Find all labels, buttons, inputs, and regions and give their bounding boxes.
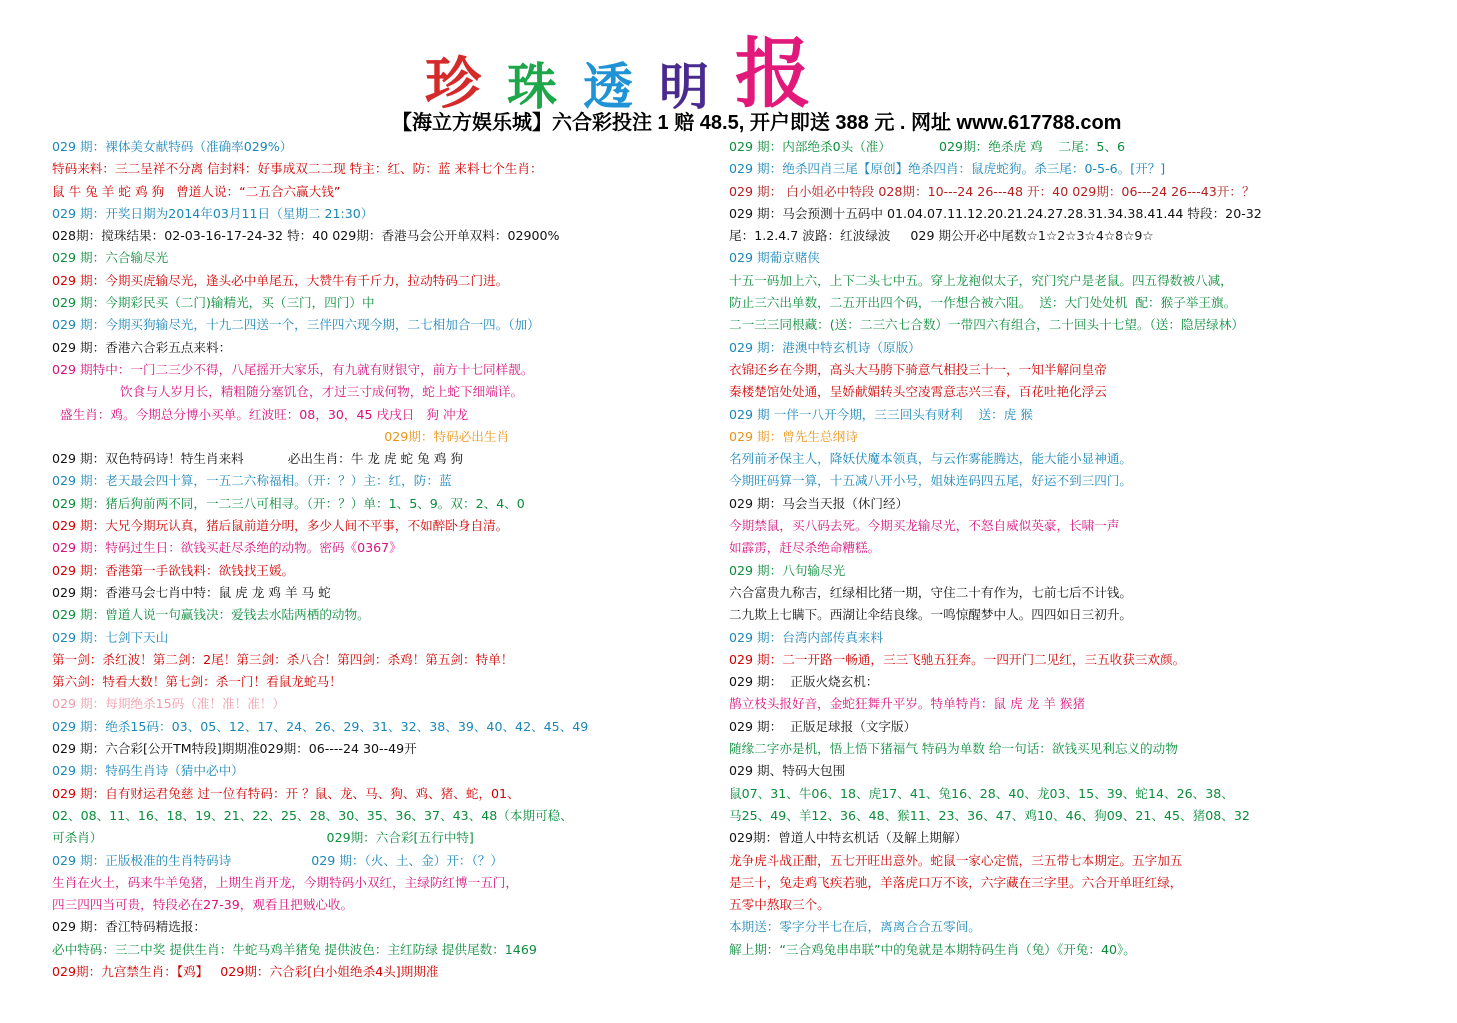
text-line: 029 期：猪后狗前两不同，一二三八可相寻。（开：？）单：1、5、9。双：2、4、0 <box>52 495 525 511</box>
text-line: 解上期：“三合鸡兔串串联”中的兔就是本期特码生肖（兔）《开兔：40》。 <box>729 941 1136 957</box>
page-title <box>425 29 811 118</box>
text-line: 029 期：香江特码精选报： <box>52 919 206 935</box>
text-line: 防止三六出单数，二五开出四个码，一作想合被六阻。 送：大门处处机 配：猴子举王旗。 <box>729 295 1237 311</box>
text-line: 生肖在火土，码来牛羊兔猪，上期生肖开龙，今期特码小双红，主绿防红博一五门， <box>52 874 518 890</box>
text-line: 029 期、特码大包围 <box>729 763 846 779</box>
text-line: 今期禁鼠，买八码去死。今期买龙输尽光，不怒自威似英豪，长啸一声 <box>729 518 1120 534</box>
title-char: 珠 <box>507 57 557 116</box>
text-line: 029 期：马会预测十五码中 01.04.07.11.12.20.21.24.27.28.31.34.38.41.44 特段：20-32 <box>729 205 1262 221</box>
text-line: 029 期：今期彩民买（二门)输精光，买（三门，四门）中 <box>52 295 375 311</box>
text-line: 029 期 一伴一八开今期，三三回头有财利 送：虎 猴 <box>729 406 1033 422</box>
text-line: 第六剑：特看大数！第七剑：杀一门！看鼠龙蛇马！ <box>52 674 342 690</box>
text-line: 028期：搅珠结果：02-03-16-17-24-32 特：40 029期：香港马会公开单双料：02900% <box>52 228 560 244</box>
text-line: 029 期：双色特码诗！特生肖来料 必出生肖：牛 龙 虎 蛇 兔 鸡 狗 <box>52 451 463 467</box>
text-line: 如霹雳，赶尽杀绝命糟糕。 <box>729 540 881 556</box>
text-line: 五零中熬取三个。 <box>729 897 830 913</box>
text-line: 029 期：曾先生总纲诗 <box>729 428 858 444</box>
text-line: 029 期：香港第一手欲钱料：欲钱找王媛。 <box>52 562 295 578</box>
text-line: 029 期：自有财运君兔慈 过一位有特码：开 ？鼠、龙、马、狗、鸡、猪、蛇，01、 <box>52 785 520 801</box>
text-line: 特码来料：三二呈祥不分离 信封料：好事成双二二现 特主：红、防：蓝 来料七个生肖： <box>52 161 543 177</box>
text-line: 鼠07、31、牛06、18、虎17、41、兔16、28、40、龙03、15、39、蛇14、26、38、 <box>729 785 1234 801</box>
title-char: 珍 <box>425 51 481 117</box>
title-char: 报 <box>735 29 811 118</box>
text-line: 029期：九宫禁生肖：【鸡】 029期：六合彩[白小姐绝杀4头]期期准 <box>52 963 439 979</box>
text-line: 029 期： 白小姐必中特段 028期：10---24 26---48 开：40 029期：06---24 26---43开：？ <box>729 183 1255 199</box>
text-line: 可杀肖） 029期：六合彩[五行中特] <box>52 830 474 846</box>
text-line: 龙争虎斗战正酣，五七开旺出意外。蛇鼠一家心定慌，三五带七本期定。五字加五 <box>729 852 1183 868</box>
text-line: 029 期：正版极准的生肖特码诗 029 期：（火、土、金）开：（？） <box>52 852 503 868</box>
text-line: 029 期：裸体美女献特码（准确率029%） <box>52 139 293 154</box>
text-line: 029 期：绝杀15码：03、05、12、17、24、26、29、31、32、38、39、40、42、45、49 <box>52 718 589 734</box>
text-line: 029 期：绝杀四肖三尾【原创】绝杀四肖：鼠虎蛇狗。杀三尾：0-5-6。[开？] <box>729 161 1166 177</box>
text-line: 二九欺上七瞒下。西湖让伞结良缘。一鸣惊醒梦中人。四四如日三初升。 <box>729 607 1132 623</box>
text-line: 衣锦还乡在今期，高头大马胯下骑意气相投三十一，一知半解问皇帝 <box>729 361 1107 377</box>
text-line: 029 期：今期买虎输尽光，逢头必中单尾五，大赞牛有千斤力，拉动特码二门进。 <box>52 272 509 288</box>
text-line: 鹊立枝头报好音，金蛇狂舞升平岁。特单特肖：鼠 虎 龙 羊 猴猪 <box>729 696 1086 712</box>
text-line: 饮食与人岁月长，精粗随分塞饥仓，才过三寸成何物，蛇上蛇下细端详。 <box>52 384 524 400</box>
text-line: 029 期：香港马会七肖中特：鼠 虎 龙 鸡 羊 马 蛇 <box>52 584 331 600</box>
subtitle-banner: 【海立方娱乐城】六合彩投注 1 赔 48.5, 开户即送 388 元 . 网址 www.617788.com <box>392 112 1122 134</box>
text-line: 四三四四当可贵，特段必在27-39，观看且把贼心收。 <box>52 897 354 913</box>
text-line: 鼠 牛 兔 羊 蛇 鸡 狗 曾道人说：“二五合六赢大钱” <box>52 183 341 199</box>
text-line: 029 期：特码过生日：欲钱买赶尽杀绝的动物。密码《0367》 <box>52 540 402 556</box>
title-char: 透 <box>583 57 633 116</box>
text-line: 029 期特中：一门二三少不得，八尾摇开大家乐，有九就有财银守，前方十七同样靓。 <box>52 361 534 377</box>
text-line: 02、08、11、16、18、19、21、22、25、28、30、35、36、37、43、48（本期可稳、 <box>52 807 573 823</box>
text-line: 029 期：马会当天报（休门经） <box>729 495 909 511</box>
text-line: 名列前矛保主人，降妖伏魔本领真，与云作雾能腾达，能大能小显神通。 <box>729 451 1132 467</box>
text-line: 029 期：香港六合彩五点来料： <box>52 339 232 355</box>
text-line: 今期旺码算一算，十五减八开小号，姐妹连码四五尾，好运不到三四门。 <box>729 473 1132 489</box>
text-line: 029 期：二一开路一畅通，三三飞驰五狂奔。一四开门二见红，三五收获三欢颜。 <box>729 651 1186 667</box>
text-line: 029 期：六合输尽光 <box>52 250 169 266</box>
text-line: 盛生肖：鸡。今期总分博小买单。红波旺：08，30，45 戌戌日 狗 冲龙 <box>52 406 469 422</box>
text-line: 029 期：特码生肖诗（猜中必中） <box>52 763 244 779</box>
text-line: 本期送：零字分半七在后，离离合合五零间。 <box>729 919 981 935</box>
text-line: 必中特码：三二中奖 提供生肖：牛蛇马鸡羊猪兔 提供波色：主红防绿 提供尾数：1469 <box>52 941 537 957</box>
text-line: 秦楼楚馆处处通，呈娇献媚转头空凌霄意志兴三春，百花吐艳化浮云 <box>729 384 1107 400</box>
title-char: 明 <box>659 57 709 116</box>
text-line: 029期：特码必出生肖 <box>52 428 510 444</box>
text-line: 六合富贵九称吉，红绿相比猪一期，守住二十有作为，七前七后不计钱。 <box>729 584 1132 600</box>
text-line: 029 期： 正版火烧玄机： <box>729 674 879 690</box>
text-line: 029 期： 正版足球报（文字版） <box>729 718 917 734</box>
text-line: 二一三三同根藏：(送：二三六七合数）一带四六有组合，二十回头十七望。（送：隐居绿林） <box>729 317 1244 333</box>
text-line: 第一剑：杀红波！第二剑：2尾！第三剑：杀八合！第四剑：杀鸡！第五剑：特单！ <box>52 651 514 667</box>
text-line: 029 期：台湾内部传真来料 <box>729 629 883 645</box>
text-line: 029 期：老天最会四十算，一五二六称福相。（开：？）主：红，防：蓝 <box>52 473 452 489</box>
text-line: 029 期：每期绝杀15码（准！准！准！） <box>52 696 285 712</box>
text-line: 029 期葡京赌侠 <box>729 250 821 266</box>
text-line: 029 期：六合彩[公开TM特段]期期准029期：06----24 30--49开 <box>52 741 417 757</box>
text-line: 029 期：今期买狗输尽光，十九二四送一个，三伴四六现今期，二七相加合一四。（加） <box>52 317 540 333</box>
text-line: 是三十，兔走鸡飞疾若驰，羊落虎口万不该，六字藏在三字里。六合开单旺红绿， <box>729 874 1183 890</box>
text-line: 029 期：七剑下天山 <box>52 629 169 645</box>
text-line: 029 期：大兄今期玩认真，猪后鼠前道分明，多少人间不平事，不如醉卧身自清。 <box>52 518 509 534</box>
text-line: 随缘二字亦是机，悟上悟下猪福气 特码为单数 给一句话：欲钱买见利忘义的动物 <box>729 741 1178 757</box>
text-line: 029 期：曾道人说一句赢钱决：爱钱去水陆两栖的动物。 <box>52 607 370 623</box>
text-line: 029期：曾道人中特玄机话（及解上期解） <box>729 830 968 846</box>
text-line: 029 期：内部绝杀0头（准） 029期：绝杀虎 鸡 二尾：5、6 <box>729 139 1126 154</box>
text-line: 029 期：港澳中特玄机诗（原版） <box>729 339 921 355</box>
text-line: 马25、49、羊12、36、48、猴11、23、36、47、鸡10、46、狗09、21、45、猪08、32 <box>729 807 1250 823</box>
text-line: 十五一码加上六，上下二头七中五。穿上龙袍似太子，究门究户是老鼠。四五得数被八减， <box>729 272 1233 288</box>
text-line: 029 期：八句输尽光 <box>729 562 846 578</box>
left-column <box>52 136 702 983</box>
text-line: 029 期：开奖日期为2014年03月11日（星期二 21:30） <box>52 205 374 221</box>
text-line: 尾：1.2.4.7 波路：红波绿波 029 期公开必中尾数☆1☆2☆3☆4☆8☆9☆ <box>729 228 1154 244</box>
right-column <box>729 136 1409 961</box>
